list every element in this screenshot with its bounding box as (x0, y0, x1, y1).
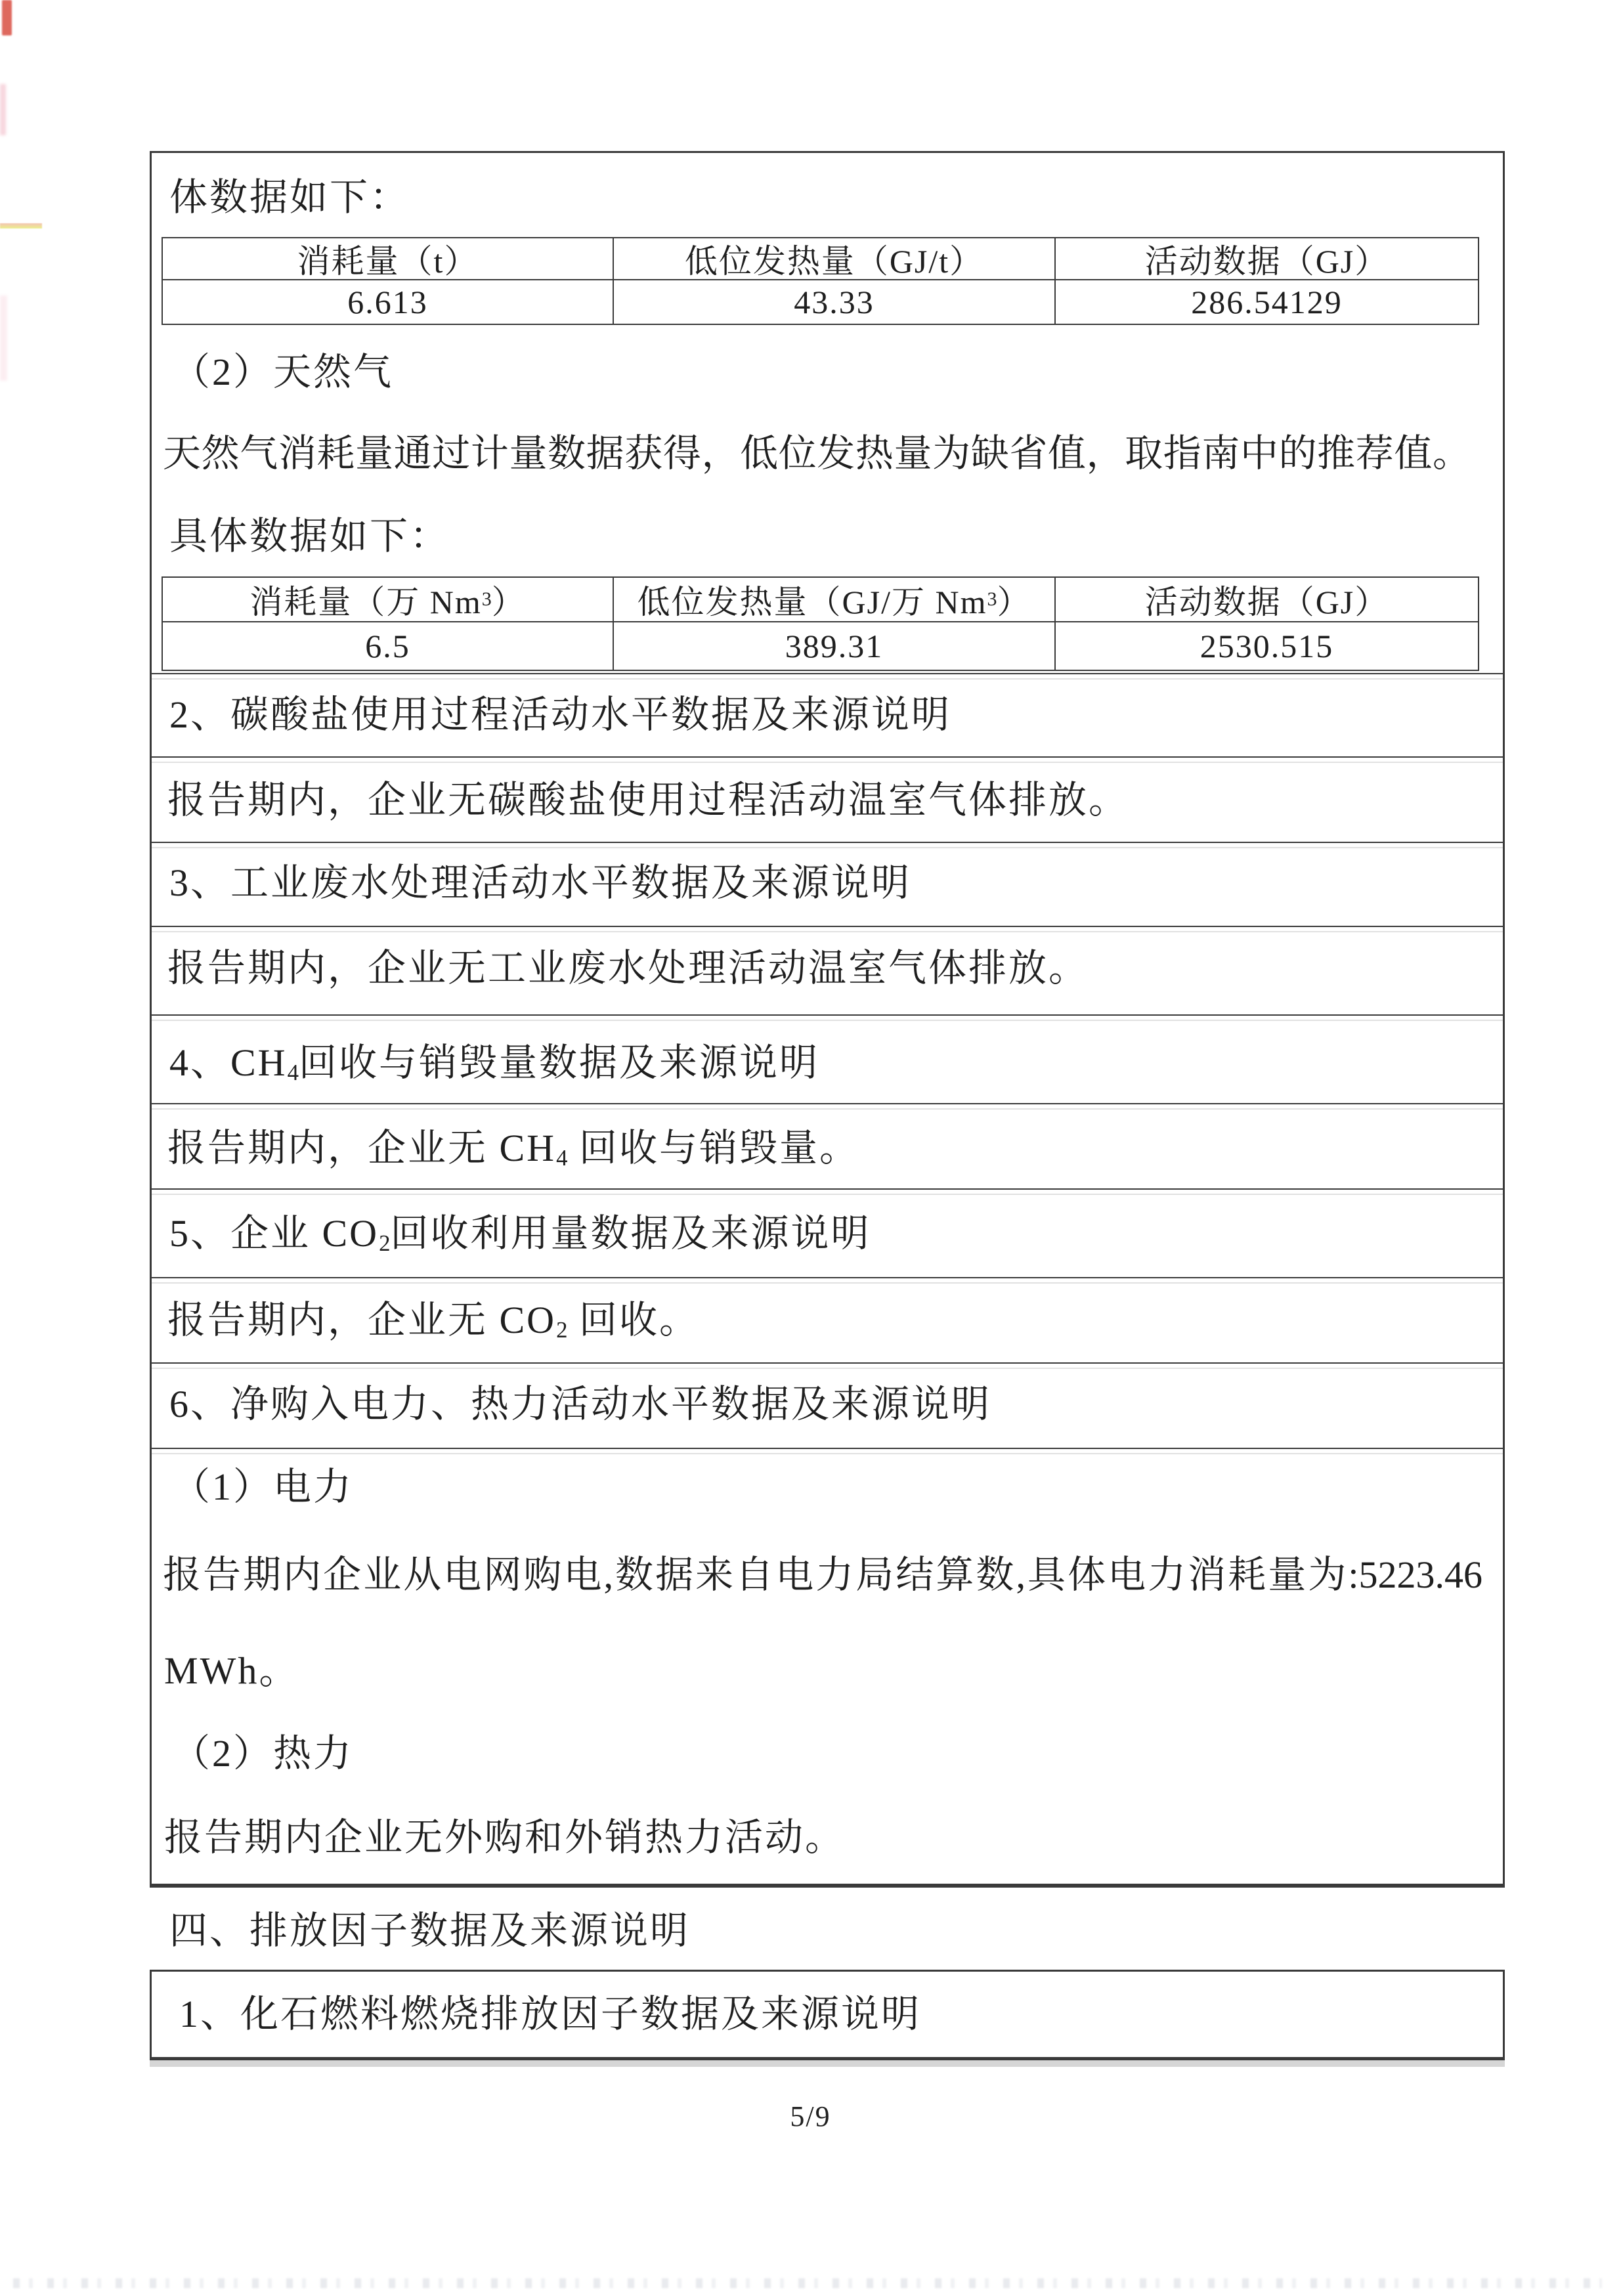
header-cell (613, 578, 1054, 622)
header-cell: 低位发热量（GJ/t） (613, 238, 1054, 280)
row-divider (150, 673, 1505, 674)
table-data-row (163, 280, 1478, 324)
section3-title: 3、工业废水处理活动水平数据及来源说明 (169, 861, 912, 904)
scan-artifact-red-bar (2, 0, 12, 35)
scan-artifact-bleedthrough-text (13, 2278, 1602, 2288)
section4-body (167, 1127, 859, 1171)
data-cell: 389.31 (613, 622, 1054, 670)
natural-gas-paragraph: 天然气消耗量通过计量数据获得，低位发热量为缺省值，取指南中的推荐值。 (163, 432, 1471, 475)
lead-text: 体数据如下： (169, 176, 410, 219)
heat-subtitle: （2）热力 (172, 1732, 354, 1775)
subscript: 2 (379, 1230, 391, 1256)
title-text: 回收与销毁量数据及来源说明 (298, 1041, 819, 1084)
header-text: 低位发热量（GJ/万 Nm (637, 584, 987, 620)
row-divider (150, 926, 1505, 927)
data-cell: 286.54129 (1054, 280, 1478, 324)
table-data-row (163, 622, 1478, 670)
data-cell: 43.33 (613, 280, 1054, 324)
section4-title (169, 1041, 819, 1086)
page-number: 5/9 (790, 2100, 831, 2133)
section3-body: 报告期内，企业无工业废水处理活动温室气体排放。 (167, 947, 1089, 989)
section2-body: 报告期内，企业无碳酸盐使用过程活动温室气体排放。 (167, 779, 1129, 821)
header-text: ） (491, 584, 526, 620)
header-text: 消耗量（万 Nm (249, 584, 482, 620)
data-cell: 6.613 (347, 284, 428, 320)
heat-body: 报告期内企业无外购和外销热力活动。 (164, 1816, 846, 1859)
fuel-data-table (162, 237, 1479, 325)
data-cell: 2530.515 (1054, 622, 1478, 670)
header-cell: 活动数据（GJ） (1054, 238, 1478, 280)
factor-box-title: 1、化石燃料燃烧排放因子数据及来源说明 (179, 1993, 922, 2035)
electricity-subtitle: （1）电力 (172, 1465, 354, 1508)
scan-artifact-pink-smudge (0, 84, 6, 135)
header-cell: 消耗量（t） (163, 238, 613, 280)
section6-title: 6、净购入电力、热力活动水平数据及来源说明 (169, 1383, 992, 1425)
row-divider (150, 1277, 1505, 1278)
row-divider (150, 842, 1505, 843)
lead-text-2: 具体数据如下： (169, 515, 450, 557)
electricity-line2: MWh。 (164, 1649, 299, 1692)
body-text: 回收。 (567, 1299, 699, 1341)
subscript: 4 (287, 1059, 299, 1085)
table-header-row (163, 238, 1478, 280)
row-divider (150, 1448, 1505, 1449)
scan-artifact-yellow-line (0, 223, 42, 228)
row-divider (150, 1103, 1505, 1104)
main-report-table (150, 151, 1505, 1888)
superscript: 3 (481, 588, 492, 610)
scan-artifact-pink-smudge-2 (0, 295, 7, 381)
row-divider (150, 756, 1505, 758)
body-text: 报告期内，企业无 CH (167, 1127, 557, 1169)
row-divider (150, 1362, 1505, 1364)
section5-body (167, 1299, 699, 1343)
header-cell: 活动数据（GJ） (1054, 578, 1478, 622)
body-text: 报告期内，企业无 CO (167, 1299, 557, 1341)
chapter4-heading: 四、排放因子数据及来源说明 (169, 1909, 691, 1952)
header-cell (163, 578, 613, 622)
section5-title (169, 1212, 871, 1257)
superscript: 3 (987, 588, 997, 610)
emission-factor-table (150, 1970, 1505, 2060)
section2-title: 2、碳酸盐使用过程活动水平数据及来源说明 (169, 693, 952, 736)
row-divider (150, 1014, 1505, 1016)
body-text: 回收与销毁量。 (567, 1127, 859, 1169)
electricity-line1: 报告期内企业从电网购电,数据来自电力局结算数,具体电力消耗量为:5223.46 (163, 1553, 1482, 1596)
title-text: 回收利用量数据及来源说明 (390, 1212, 871, 1255)
title-text: 4、CH (169, 1041, 288, 1084)
row-divider (150, 1188, 1505, 1190)
data-cell: 6.5 (365, 628, 410, 664)
subscript: 4 (556, 1144, 568, 1171)
table-header-row (163, 578, 1478, 622)
natural-gas-subtitle: （2）天然气 (172, 351, 394, 393)
title-text: 5、企业 CO (169, 1212, 379, 1255)
header-text: ） (997, 584, 1031, 620)
gas-data-table (162, 576, 1479, 671)
subscript: 2 (556, 1316, 568, 1343)
